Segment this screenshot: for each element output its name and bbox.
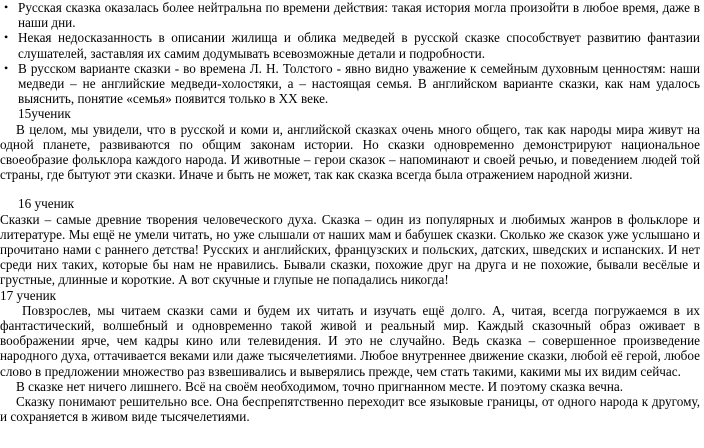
student-17-paragraph-3: Сказку понимают решительно все. Она беспрепятственно переходит все языковые границы, от одного народа к другому, и сохраняется в живом виде тысячелетиями. — [0, 394, 700, 425]
student-15-paragraph: В целом, мы увидели, что в русской и коми и, английской сказках очень много общего, так как народы мира живут на одной планете, развиваются по общим законам истории. Но сказки одновременно демонстрируют национальное своеобразие фольклора каждого народа. И животные – герои сказок – напоминают и своей речью, и поведением людей той страны, где бытуют эти сказки. Иначе и быть не может, так как сказка всегда была отражением народной жизни. — [0, 121, 700, 183]
student-17-label: 17 ученик — [0, 287, 57, 303]
student-17-paragraph-2: В сказке нет ничего лишнего. Всё на своём необходимом, точно пригнанном месте. И поэтому сказка вечна. — [16, 378, 624, 394]
conclusions-list — [0, 0, 700, 106]
student-16-paragraph: Сказки – самые древние творения человеческого духа. Сказка – один из популярных и любимых жанров в фольклоре и литературе. Мы ещё не умели читать, но уже слышали от наших мам и бабушек сказки. Сколько же сказок уже услышано и прочитано нами с раннего детства! Русских и английских, французских и польских, датских, шведских и испанских. И нет среди них таких, которые бы нам не нравились. Бывали сказки, похожие друг на друга и не похожие, бывали весёлые и грустные, длинные и короткие. А вот скучные и глупые не попадались никогда! — [0, 211, 700, 288]
list-item: • Некая недосказанность в описании жилища и облика медведей в русской сказке способствует развитию фантазии слушателей, заставляя их самим додумывать всевозможные детали и подробности. — [18, 30, 700, 60]
student-16-label: 16 ученик — [18, 196, 75, 212]
spacer — [0, 182, 700, 196]
student-15-label: 15ученик — [18, 106, 71, 122]
list-item: • В русском варианте сказки - во времена Л. Н. Толстого - явно видно уважение к семейным духовным ценностям: наши медведи – не английские медведи-холостяки, а – настоящая семья. В английском варианте сказки, как нам удалось выяснить, понятие «семья» появится только в XX веке. — [18, 61, 700, 107]
student-17-paragraph-1: Повзрослев, мы читаем сказки сами и будем их читать и изучать ещё долго. А, читая, всегда погружаемся в их фантастический, волшебный и одновременно такой живой и реальный мир. Каждый сказочный образ оживает в воображении ярче, чем кадры кино или телевидения. И это не случайно. Ведь сказка – совершенное произведение народного духа, оттачивается веками или даже тысячелетиями. Любое внутреннее движение сказки, любой её герой, любое слово в предложении множество раз взвешивались и выверялись прежде, чем стать такими, какими мы их видим сейчас. — [0, 302, 700, 379]
list-item: • Русская сказка оказалась более нейтральна по времени действия: такая история могла произойти в любое время, даже в наши дни. — [18, 0, 700, 30]
